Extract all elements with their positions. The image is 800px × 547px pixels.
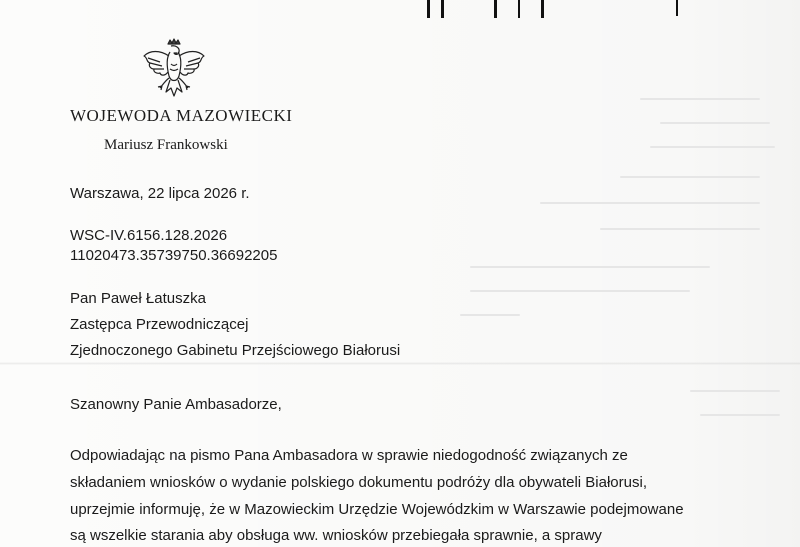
recipient-title: Zastępca Przewodniczącej [70,316,249,333]
reference-number: 11020473.35739750.36692205 [70,247,278,264]
barcode-bar [441,0,444,18]
bleed-through-line [700,414,780,416]
reference-number: WSC-IV.6156.128.2026 [70,227,228,244]
bleed-through-line [650,146,775,148]
barcode-bar [494,0,497,18]
bleed-through-line [600,228,760,230]
issuer-office: WOJEWODA MAZOWIECKI [70,106,293,125]
body-line: są wszelkie starania aby obsługa ww. wniosków przebiegała sprawnie, a sprawy [70,527,602,544]
body-line: Odpowiadając na pismo Pana Ambasadora w sprawie niedogodność związanych ze [70,447,628,464]
polish-eagle-emblem-icon [140,38,208,104]
barcode-bar [676,0,678,16]
bleed-through-line [540,202,760,204]
bleed-through-line [470,266,710,268]
place-date: Warszawa, 22 lipca 2026 r. [70,185,250,202]
barcode-bar [427,0,430,18]
bleed-through-line [470,290,690,292]
recipient-organization: Zjednoczonego Gabinetu Przejściowego Białorusi [70,342,401,359]
bleed-through-line [690,390,780,392]
paper-fold [0,362,800,365]
body-line: uprzejmie informuję, że w Mazowieckim Urzędzie Wojewódzkim w Warszawie podejmowane [70,501,684,518]
body-line: składaniem wniosków o wydanie polskiego dokumentu podróży dla obywateli Białorusi, [70,474,647,491]
salutation: Szanowny Panie Ambasadorze, [70,396,282,413]
bleed-through-line [660,122,770,124]
bleed-through-line [460,314,520,316]
bleed-through-line [640,98,760,100]
barcode-bar [541,0,544,18]
bleed-through-line [620,176,760,178]
issuer-name: Mariusz Frankowski [104,137,228,153]
barcode-bar [518,0,520,18]
recipient-name: Pan Paweł Łatuszka [70,290,206,307]
